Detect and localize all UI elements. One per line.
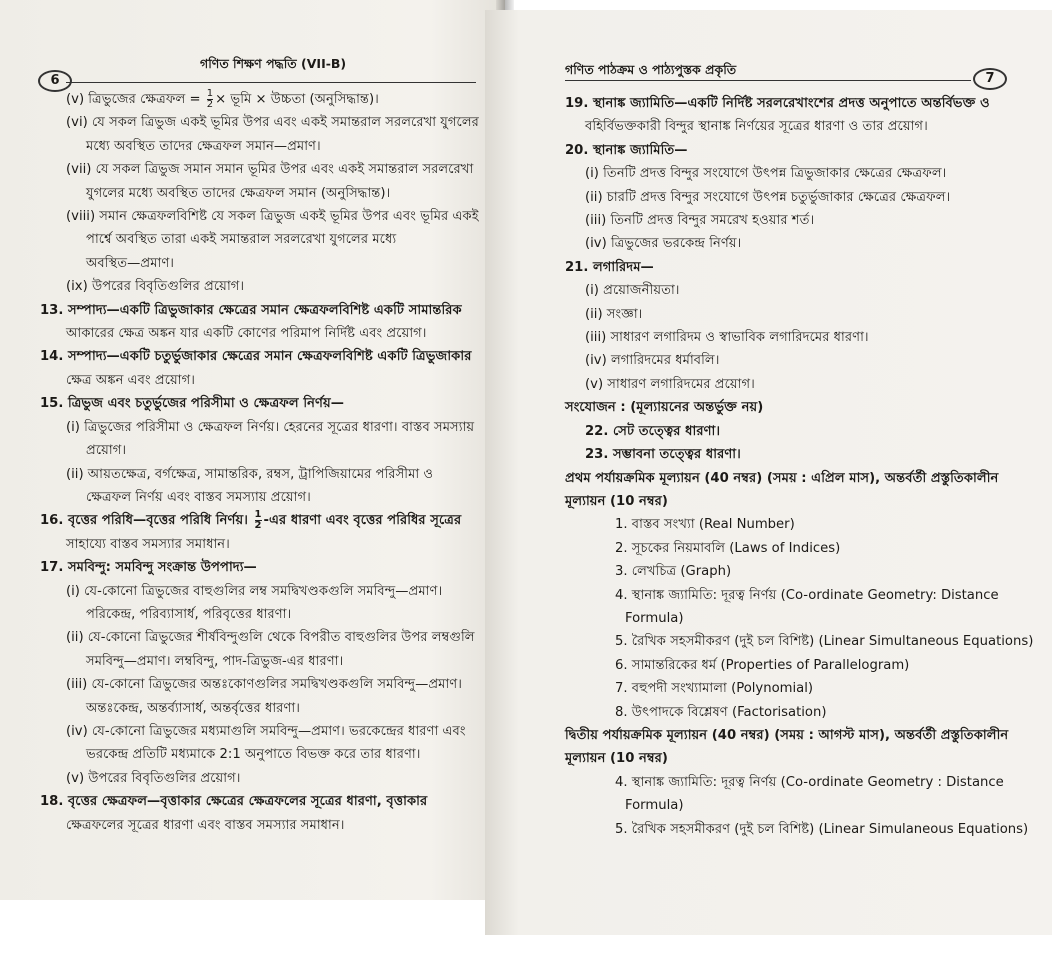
text-line: যুগলের মধ্যে অবস্থিত তাদের ক্ষেত্রফল সমান (অনুসিদ্ধান্ত)। [86, 185, 391, 201]
section-heading: 20. স্থানাঙ্ক জ্যামিতি— [565, 142, 688, 158]
list-item: 6. সামান্তরিকের ধর্ম (Properties of Parallelogram) [615, 657, 910, 673]
text-line: (iv) লগারিদমের ধর্মাবলি। [585, 353, 720, 369]
text-line: (v) উপরের বিবৃতিগুলির প্রয়োগ। [66, 770, 241, 786]
text-line: (ix) উপরের বিবৃতিগুলির প্রয়োগ। [66, 279, 245, 295]
text-line: (vii) যে সকল ত্রিভুজ সমান সমান ভূমির উপর এবং একই সমান্তরাল সরলরেখা [66, 162, 474, 178]
section-heading: 21. লগারিদম— [565, 259, 654, 275]
section-heading: 13. সম্পাদ্য—একটি ত্রিভুজাকার ক্ষেত্রের সমান ক্ষেত্রফলবিশিষ্ট একটি সামান্তরিক [40, 302, 462, 318]
list-item: 8. উৎপাদকে বিশ্লেষণ (Factorisation) [615, 704, 827, 720]
section-heading: সংযোজন : (মূল্যায়নের অন্তর্ভুক্ত নয়) [565, 400, 764, 416]
list-item: 3. লেখচিত্র (Graph) [615, 564, 732, 580]
text-line: (i) যে-কোনো ত্রিভুজের বাহুগুলির লম্ব সমদ্বিখণ্ডকগুলি সমবিন্দু—প্রমাণ। [66, 583, 443, 599]
text-line: অন্তঃকেন্দ্র, অন্তর্ব্যাসার্ধ, অন্তর্বৃত্তের ধারণা। [86, 700, 300, 716]
section-heading: দ্বিতীয় পর্যায়ক্রমিক মূল্যায়ন (40 নম্বর) (সময় : আগস্ট মাস), অন্তর্বর্তী প্রস্তুতিকালীন [565, 727, 1009, 743]
left-page [0, 0, 505, 900]
text-line: সমবিন্দু—প্রমাণ। লম্ববিন্দু, পাদ-ত্রিভুজ-এর ধারণা। [86, 653, 344, 669]
text-line: (iv) ত্রিভুজের ভরকেন্দ্র নির্ণয়। [585, 236, 742, 252]
left-content [40, 88, 480, 837]
section-heading: 14. সম্পাদ্য—একটি চতুর্ভুজাকার ক্ষেত্রের সমান ক্ষেত্রফলবিশিষ্ট একটি ত্রিভুজাকার [40, 349, 472, 365]
fraction-half: $\frac{1}{2}$ [206, 87, 214, 110]
text-line: (ii) যে-কোনো ত্রিভুজের শীর্ষবিন্দুগুলি থেকে বিপরীত বাহুগুলির উপর লম্বগুলি [66, 630, 475, 646]
text-line: (vi) যে সকল ত্রিভুজ একই ভূমির উপর এবং একই সমান্তরাল সরলরেখা যুগলের [66, 115, 479, 131]
left-header-rule [66, 82, 476, 83]
text-line: ক্ষেত্রফল নির্ণয় এবং বাস্তব সমস্যায় প্রয়োগ। [86, 489, 311, 505]
section-heading: 22. সেট তত্ত্বের ধারণা। [585, 423, 721, 439]
section-heading: 23. সম্ভাবনা তত্ত্বের ধারণা। [585, 447, 741, 463]
text-line: (ii) সংজ্ঞা। [585, 306, 643, 322]
list-item: 1. বাস্তব সংখ্যা (Real Number) [615, 517, 795, 533]
section-heading: 18. বৃত্তের ক্ষেত্রফল—বৃত্তাকার ক্ষেত্রের ক্ষেত্রফলের সূত্রের ধারণা, বৃত্তাকার [40, 794, 428, 810]
right-page [485, 10, 1052, 935]
list-item: Formula) [625, 610, 684, 626]
text-line: (iii) যে-কোনো ত্রিভুজের অন্তঃকোণগুলির সমদ্বিখণ্ডকগুলি সমবিন্দু—প্রমাণ। [66, 677, 462, 693]
text-line: ভরকেন্দ্র প্রতিটি মধ্যমাকে 2:1 অনুপাতে বিভক্ত করে তার ধারণা। [86, 747, 421, 763]
list-item: 4. স্থানাঙ্ক জ্যামিতি: দূরত্ব নির্ণয় (Co-ordinate Geometry : Distance [615, 774, 1004, 790]
right-header-rule [565, 80, 971, 81]
text-line: বহির্বিভক্তকারী বিন্দুর স্থানাঙ্ক নির্ণয়ের সূত্রের ধারণা ও তার প্রয়োগ। [585, 119, 928, 135]
text-line: মধ্যে অবস্থিত তাদের ক্ষেত্রফল সমান—প্রমাণ। [86, 138, 321, 154]
text-line: (i) প্রয়োজনীয়তা। [585, 283, 680, 299]
list-item: 2. সূচকের নিয়মাবলি (Laws of Indices) [615, 540, 841, 556]
text-line: আকারের ক্ষেত্র অঙ্কন যার একটি কোণের পরিমাপ নির্দিষ্ট এবং প্রয়োগ। [66, 326, 427, 342]
text-line: পার্শ্বে অবস্থিত তারা একই সমান্তরাল সরলরেখা যুগলের মধ্যে [86, 232, 397, 248]
list-item: 5. রৈখিক সহসমীকরণ (দুই চল বিশিষ্ট) (Linear Simultaneous Equations) [615, 634, 1034, 650]
list-item: 5. রৈখিক সহসমীকরণ (দুই চল বিশিষ্ট) (Linear Simulaneous Equations) [615, 821, 1029, 837]
right-page-number: 7 [973, 68, 1007, 90]
text-line: (viii) সমান ক্ষেত্রফলবিশিষ্ট যে সকল ত্রিভুজ একই ভূমির উপর এবং ভূমির একই [66, 209, 479, 225]
list-item: Formula) [625, 798, 684, 814]
text-line: (v) ত্রিভুজের ক্ষেত্রফল = $\frac{1}{2}$ × ভূমি × উচ্চতা (অনুসিদ্ধান্ত)। [66, 87, 379, 110]
text-line: (i) তিনটি প্রদত্ত বিন্দুর সংযোগে উৎপন্ন ত্রিভুজাকার ক্ষেত্রের ক্ষেত্রফল। [585, 166, 947, 182]
text-line: (iii) সাধারণ লগারিদম ও স্বাভাবিক লগারিদমের ধারণা। [585, 330, 869, 346]
section-heading: মূল্যায়ন (10 নম্বর) [565, 751, 668, 767]
text-line: (iii) তিনটি প্রদত্ত বিন্দুর সমরেখ হওয়ার শর্ত। [585, 213, 815, 229]
section-heading: প্রথম পর্যায়ক্রমিক মূল্যায়ন (40 নম্বর) (সময় : এপ্রিল মাস), অন্তর্বর্তী প্রস্তুতিকালীন [565, 470, 999, 486]
text-line: প্রয়োগ। [86, 443, 127, 459]
text-line: (i) ত্রিভুজের পরিসীমা ও ক্ষেত্রফল নির্ণয়। হেরনের সূত্রের ধারণা। বাস্তব সমস্যায় [66, 419, 475, 435]
right-content [565, 92, 1035, 841]
list-item: 7. বহুপদী সংখ্যামালা (Polynomial) [615, 681, 814, 697]
fraction-half: $\frac{1}{2}$ [254, 508, 262, 531]
text-line: সাহায্যে বাস্তব সমস্যার সমাধান। [66, 536, 230, 552]
text-line: পরিকেন্দ্র, পরিব্যাসার্ধ, পরিবৃত্তের ধারণা। [86, 606, 292, 622]
left-running-head: গণিত শিক্ষণ পদ্ধতি (VII-B) [200, 56, 347, 71]
text-line: ক্ষেত্রফলের সূত্রের ধারণা এবং বাস্তব সমস্যার সমাধান। [66, 817, 345, 833]
text-line: (ii) চারটি প্রদত্ত বিন্দুর সংযোগে উৎপন্ন চতুর্ভুজাকার ক্ষেত্রের ক্ষেত্রফল। [585, 189, 951, 205]
list-item: 4. স্থানাঙ্ক জ্যামিতি: দূরত্ব নির্ণয় (Co-ordinate Geometry: Distance [615, 587, 999, 603]
left-page-number: 6 [38, 70, 72, 92]
section-heading: 15. ত্রিভুজ এবং চতুর্ভুজের পরিসীমা ও ক্ষেত্রফল নির্ণয়— [40, 396, 344, 412]
section-heading: 16. বৃত্তের পরিধি—বৃত্তের পরিধি নির্ণয়। $\frac{1}{2}$ -এর ধারণা এবং বৃত্তের পরিধির সূত্রের [40, 508, 462, 531]
text-line: অবস্থিত—প্রমাণ। [86, 255, 175, 271]
section-heading: মূল্যায়ন (10 নম্বর) [565, 493, 668, 509]
text-line: ক্ষেত্র অঙ্কন এবং প্রয়োগ। [66, 372, 195, 388]
text-line: (ii) আয়তক্ষেত্র, বর্গক্ষেত্র, সামান্তরিক, রম্বস, ট্রাপিজিয়ামের পরিসীমা ও [66, 466, 434, 482]
section-heading: 17. সমবিন্দু: সমবিন্দু সংক্রান্ত উপপাদ্য— [40, 560, 257, 576]
text-line: (v) সাধারণ লগারিদমের প্রয়োগ। [585, 376, 755, 392]
section-heading: 19. স্থানাঙ্ক জ্যামিতি—একটি নির্দিষ্ট সরলরেখাংশের প্রদত্ত অনুপাতে অন্তর্বিভক্ত ও [565, 96, 990, 111]
right-running-head: গণিত পাঠক্রম ও পাঠ্যপুস্তক প্রকৃতি [565, 62, 737, 77]
text-line: (iv) যে-কোনো ত্রিভুজের মধ্যমাগুলি সমবিন্দু—প্রমাণ। ভরকেন্দ্রের ধারণা এবং [66, 723, 466, 739]
